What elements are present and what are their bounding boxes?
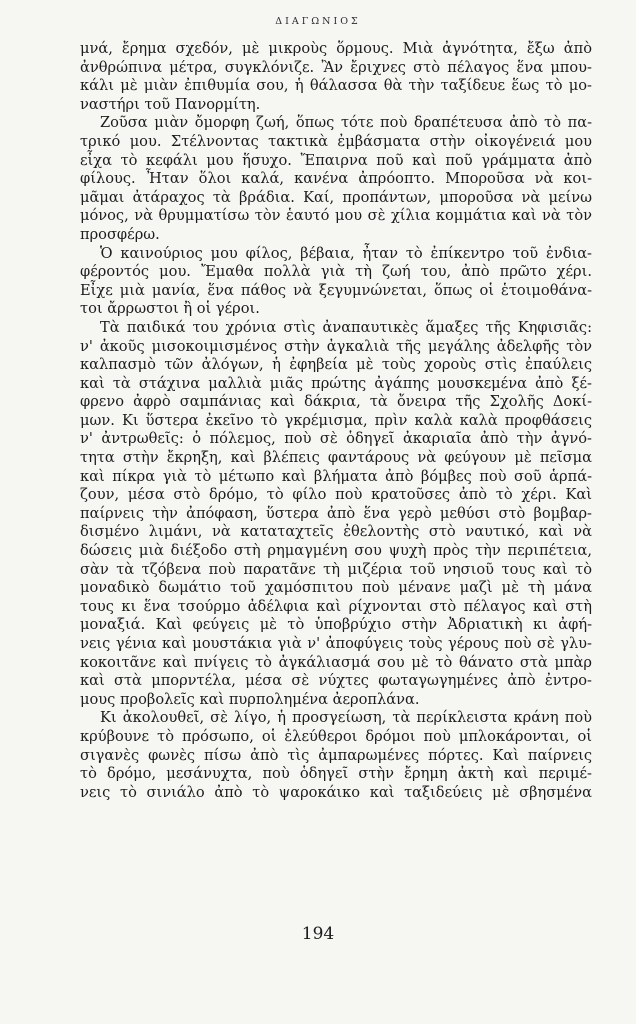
text-line: φίλους. Ἦταν ὅλοι καλά, κανένα ἀπρόοπτο. Μποροῦσα νὰ κοι- [80,170,592,188]
text-line: τρικό μου. Στέλνοντας τακτικὰ ἐμβάσματα στὴν οἰκογένειά μου [80,132,592,150]
text-line: δώσεις μιὰ διέξοδο στὴ ρημαγμένη σου ψυχὴ πρὸς τὴν περιπέτεια, [80,542,592,560]
text-line: μᾶμαι ἀτάραχος τὰ βράδια. Καί, προπάντων, μποροῦσα νὰ μείνω [80,188,592,206]
text-line: νεις τὸ σινιάλο ἀπὸ τὸ ψαροκάικο καὶ ταξιδεύεις μὲ σβησμένα [80,783,592,801]
text-line: μοναξιά. Καὶ φεύγεις μὲ τὸ ὑποβρύχιο στὴν Ἀδριατικὴ κι ἀφή- [80,616,592,634]
text-line: εἶχα τὸ κεφάλι μου ἥσυχο. Ἔπαιρνα ποῦ καὶ ποῦ γράμματα ἀπὸ [80,151,592,169]
text-line: φέροντός μου. Ἔμαθα πολλὰ γιὰ τὴ ζωή του, ἀπὸ πρῶτο χέρι. [80,263,592,281]
text-line: Εἶχε μιὰ μανία, ἕνα πάθος νὰ ξεγυμνώνεται, ὅπως οἱ ἑτοιμοθάνα- [80,281,592,299]
text-line: προσφέρω. [80,225,160,243]
text-line: κάλι μὲ μιὰν ἐπιθυμία σου, ἡ θάλασσα θὰ τὴν ταξίδευε ἕως τὸ μο- [80,77,592,95]
text-line: παίρνεις τὴν ἀπόφαση, ὕστερα ἀπὸ ἕνα γερὸ μεθύσι στὸ βομβαρ- [80,504,592,522]
text-line: τητα στὴν ἔκρηξη, καὶ βλέπεις φαντάρους νὰ φεύγουν μὲ πεῖσμα [80,449,592,467]
text-line: Τὰ παιδικά του χρόνια στὶς ἀναπαυτικὲς ἅμαξες τῆς Κηφισιᾶς: [100,318,592,336]
paragraph [80,114,592,244]
text-line: Ὁ καινούριος μου φίλος, βέβαια, ἦταν τὸ ἐπίκεντρο τοῦ ἐνδια- [100,244,592,262]
text-line: καὶ στὰ μπορντέλα, μέσα σὲ νύχτες φωταγωγημένες ἀπὸ ἐντρο- [80,672,592,690]
text-line: Ζοῦσα μιὰν ὄμορφη ζωή, ὅπως τότε ποὺ δραπέτευσα ἀπὸ τὸ πα- [100,114,592,132]
text-line: Κι ἀκολουθεῖ, σὲ λίγο, ἡ προσγείωση, τὰ περίκλειστα κράνη ποὺ [100,709,592,727]
text-line: μους προβολεῖς καὶ πυρπολημένα ἀεροπλάνα. [80,690,420,708]
running-head: ΔΙΑΓΩΝΙΟΣ [275,16,361,27]
text-line: μοναδικὸ δωμάτιο τοῦ χαμόσπιτου ποὺ μένανε μαζὶ μὲ τὴ μάνα [80,579,592,597]
page-number: 194 [301,924,335,944]
text-line: σιγανὲς φωνὲς πίσω ἀπὸ τὶς ἀμπαρωμένες πόρτες. Καὶ παίρνεις [80,746,592,764]
text-line: κοκοιτᾶνε καὶ πνίγεις τὸ ἀγκάλιασμά σου μὲ τὸ θάνατο στὰ μπὰρ [80,653,592,671]
text-line: ἀνθρώπινα μέτρα, συγκλόνιζε. Ἂν ἔριχνες στὸ πέλαγος ἕνα μπου- [80,58,592,76]
text-line: σὰν τὰ τζόβενα ποὺ παρατᾶνε τὴ μιζέρια τοῦ νησιοῦ τους καὶ τὸ [80,560,592,578]
text-line: ζουν, μέσα στὸ δρόμο, τὸ φίλο ποὺ κρατοῦσες ἀπὸ τὸ χέρι. Καὶ [80,486,592,504]
text-line: τους κι ἕνα τσούρμο ἀδέλφια καὶ ρίχνονται στὸ πέλαγος καὶ στὴ [80,597,592,615]
text-line: τὸ δρόμο, μεσάνυχτα, ποὺ ὁδηγεῖ στὴν ἔρημη ἀκτὴ καὶ περιμέ- [80,765,592,783]
text-line: ναστήρι τοῦ Πανορμίτη. [80,95,261,113]
paragraph [80,40,592,114]
paragraph [80,709,592,802]
text-line: κρύβουνε τὸ πρόσωπο, οἱ ἐλεύθεροι δρόμοι ποὺ μπλοκάρονται, οἱ [80,727,592,745]
paragraph [80,245,592,319]
text-line: μόνος, νὰ θρυμματίσω τὸν ἑαυτό μου σὲ χίλια κομμάτια καὶ νὰ τὸν [80,207,592,225]
text-line: νεις γένια καὶ μουστάκια γιὰ ν' ἀποφύγεις τοὺς γέρους ποὺ σὲ γλυ- [80,635,592,652]
text-line: ν' ἀκοῦς μισοκοιμισμένος στὴν ἀγκαλιὰ τῆς μεγάλης ἀδελφῆς τὸν [80,337,592,355]
body-text [80,40,592,802]
text-line: καὶ τὰ στάχινα μαλλιὰ μιᾶς πρώτης ἀγάπης μουσκεμένα ἀπὸ ξέ- [80,374,592,392]
text-line: μων. Κι ὕστερα ἐκεῖνο τὸ γκρέμισμα, πρὶν καλὰ καλὰ προφθάσεις [80,411,592,429]
text-line: φρενο ἀφρὸ σαμπάνιας καὶ δάκρια, τὰ ὄνειρα τῆς Σχολῆς Δοκί- [80,393,592,411]
text-line: καλπασμὸ τῶν ἀλόγων, ἡ ἐφηβεία μὲ τοὺς χοροὺς στὶς ἐπαύλεις [80,356,592,374]
text-line: ν' ἀντρωθεῖς: ὁ πόλεμος, ποὺ σὲ ὁδηγεῖ ἀκαριαῖα ἀπὸ τὴν ἀγνό- [80,430,592,448]
text-line: τοι ἄρρωστοι ἢ οἱ γέροι. [80,300,260,318]
paragraph [80,319,592,709]
text-line: δισμένο λιμάνι, νὰ καταταχτεῖς ἐθελοντὴς στὸ ναυτικό, καὶ νὰ [80,523,592,541]
text-line: μνά, ἔρημα σχεδόν, μὲ μικροὺς ὅρμους. Μιὰ ἀγνότητα, ἔξω ἀπὸ [80,40,592,57]
text-line: καὶ πίκρα γιὰ τὸ μέτωπο καὶ βλήματα ἀπὸ βόμβες ποὺ σοῦ ἁρπά- [80,467,592,485]
